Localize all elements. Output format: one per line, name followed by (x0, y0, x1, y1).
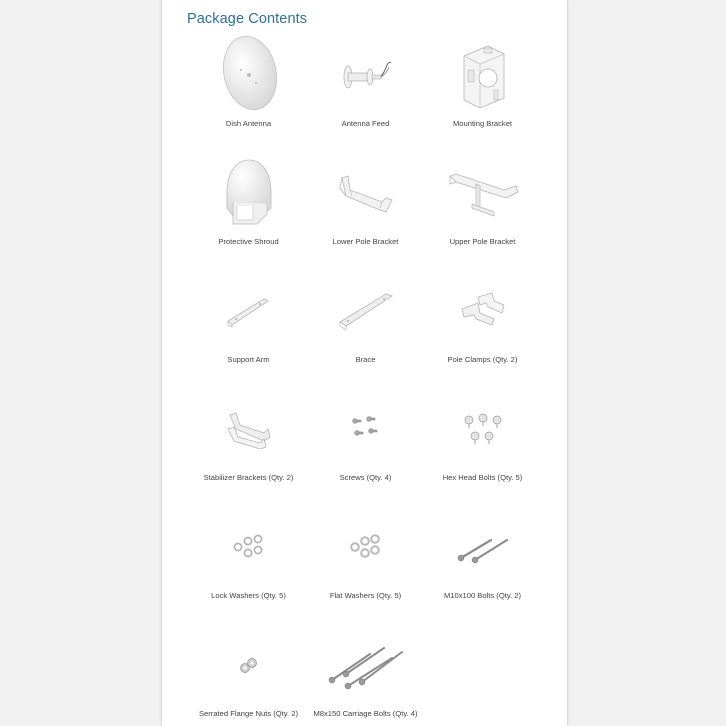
m10x100-bolts-icon (424, 507, 541, 587)
part-item (424, 389, 541, 507)
part-item (307, 507, 424, 625)
part-caption: Hex Head Bolts (Qty. 5) (442, 473, 523, 482)
part-item (190, 35, 307, 153)
part-item (190, 271, 307, 389)
part-caption: Lock Washers (Qty. 5) (211, 591, 286, 600)
serrated-flange-nuts-icon (190, 625, 307, 705)
mounting-bracket-icon (424, 35, 541, 115)
part-caption: Brace (355, 355, 376, 364)
pole-clamps-icon (424, 271, 541, 351)
part-item (424, 271, 541, 389)
part-item (190, 153, 307, 271)
parts-grid (190, 35, 540, 726)
brace-icon (307, 271, 424, 351)
part-item (190, 389, 307, 507)
m8x150-carriage-bolts-icon (307, 625, 424, 705)
screws-icon (307, 389, 424, 469)
part-item (424, 35, 541, 153)
part-item (424, 153, 541, 271)
part-caption: Mounting Bracket (452, 119, 513, 128)
lock-washers-icon (190, 507, 307, 587)
part-caption: Dish Antenna (225, 119, 272, 128)
section-title: Package Contents (187, 11, 308, 27)
hex-head-bolts-icon (424, 389, 541, 469)
part-caption: Pole Clamps (Qty. 2) (447, 355, 518, 364)
stabilizer-brackets-icon (190, 389, 307, 469)
flat-washers-icon (307, 507, 424, 587)
part-item (307, 389, 424, 507)
upper-pole-bracket-icon (424, 153, 541, 233)
package-contents-panel (161, 0, 568, 726)
part-caption: Lower Pole Bracket (332, 237, 399, 246)
lower-pole-bracket-icon (307, 153, 424, 233)
part-item (307, 35, 424, 153)
part-caption: Serrated Flange Nuts (Qty. 2) (198, 709, 299, 718)
part-caption: Protective Shroud (218, 237, 279, 246)
part-caption: Screws (Qty. 4) (339, 473, 392, 482)
part-item (307, 153, 424, 271)
part-caption: Stabilizer Brackets (Qty. 2) (203, 473, 294, 482)
part-caption: Upper Pole Bracket (449, 237, 516, 246)
part-item (307, 625, 424, 726)
part-item (424, 507, 541, 625)
dish-antenna-icon (190, 35, 307, 115)
part-item (190, 507, 307, 625)
antenna-feed-icon (307, 35, 424, 115)
part-caption: Flat Washers (Qty. 5) (329, 591, 402, 600)
protective-shroud-icon (190, 153, 307, 233)
part-caption: Antenna Feed (341, 119, 390, 128)
part-caption: M8x150 Carriage Bolts (Qty. 4) (313, 709, 418, 718)
part-caption: Support Arm (227, 355, 270, 364)
part-item (190, 625, 307, 726)
part-item (307, 271, 424, 389)
part-caption: M10x100 Bolts (Qty. 2) (443, 591, 522, 600)
support-arm-icon (190, 271, 307, 351)
